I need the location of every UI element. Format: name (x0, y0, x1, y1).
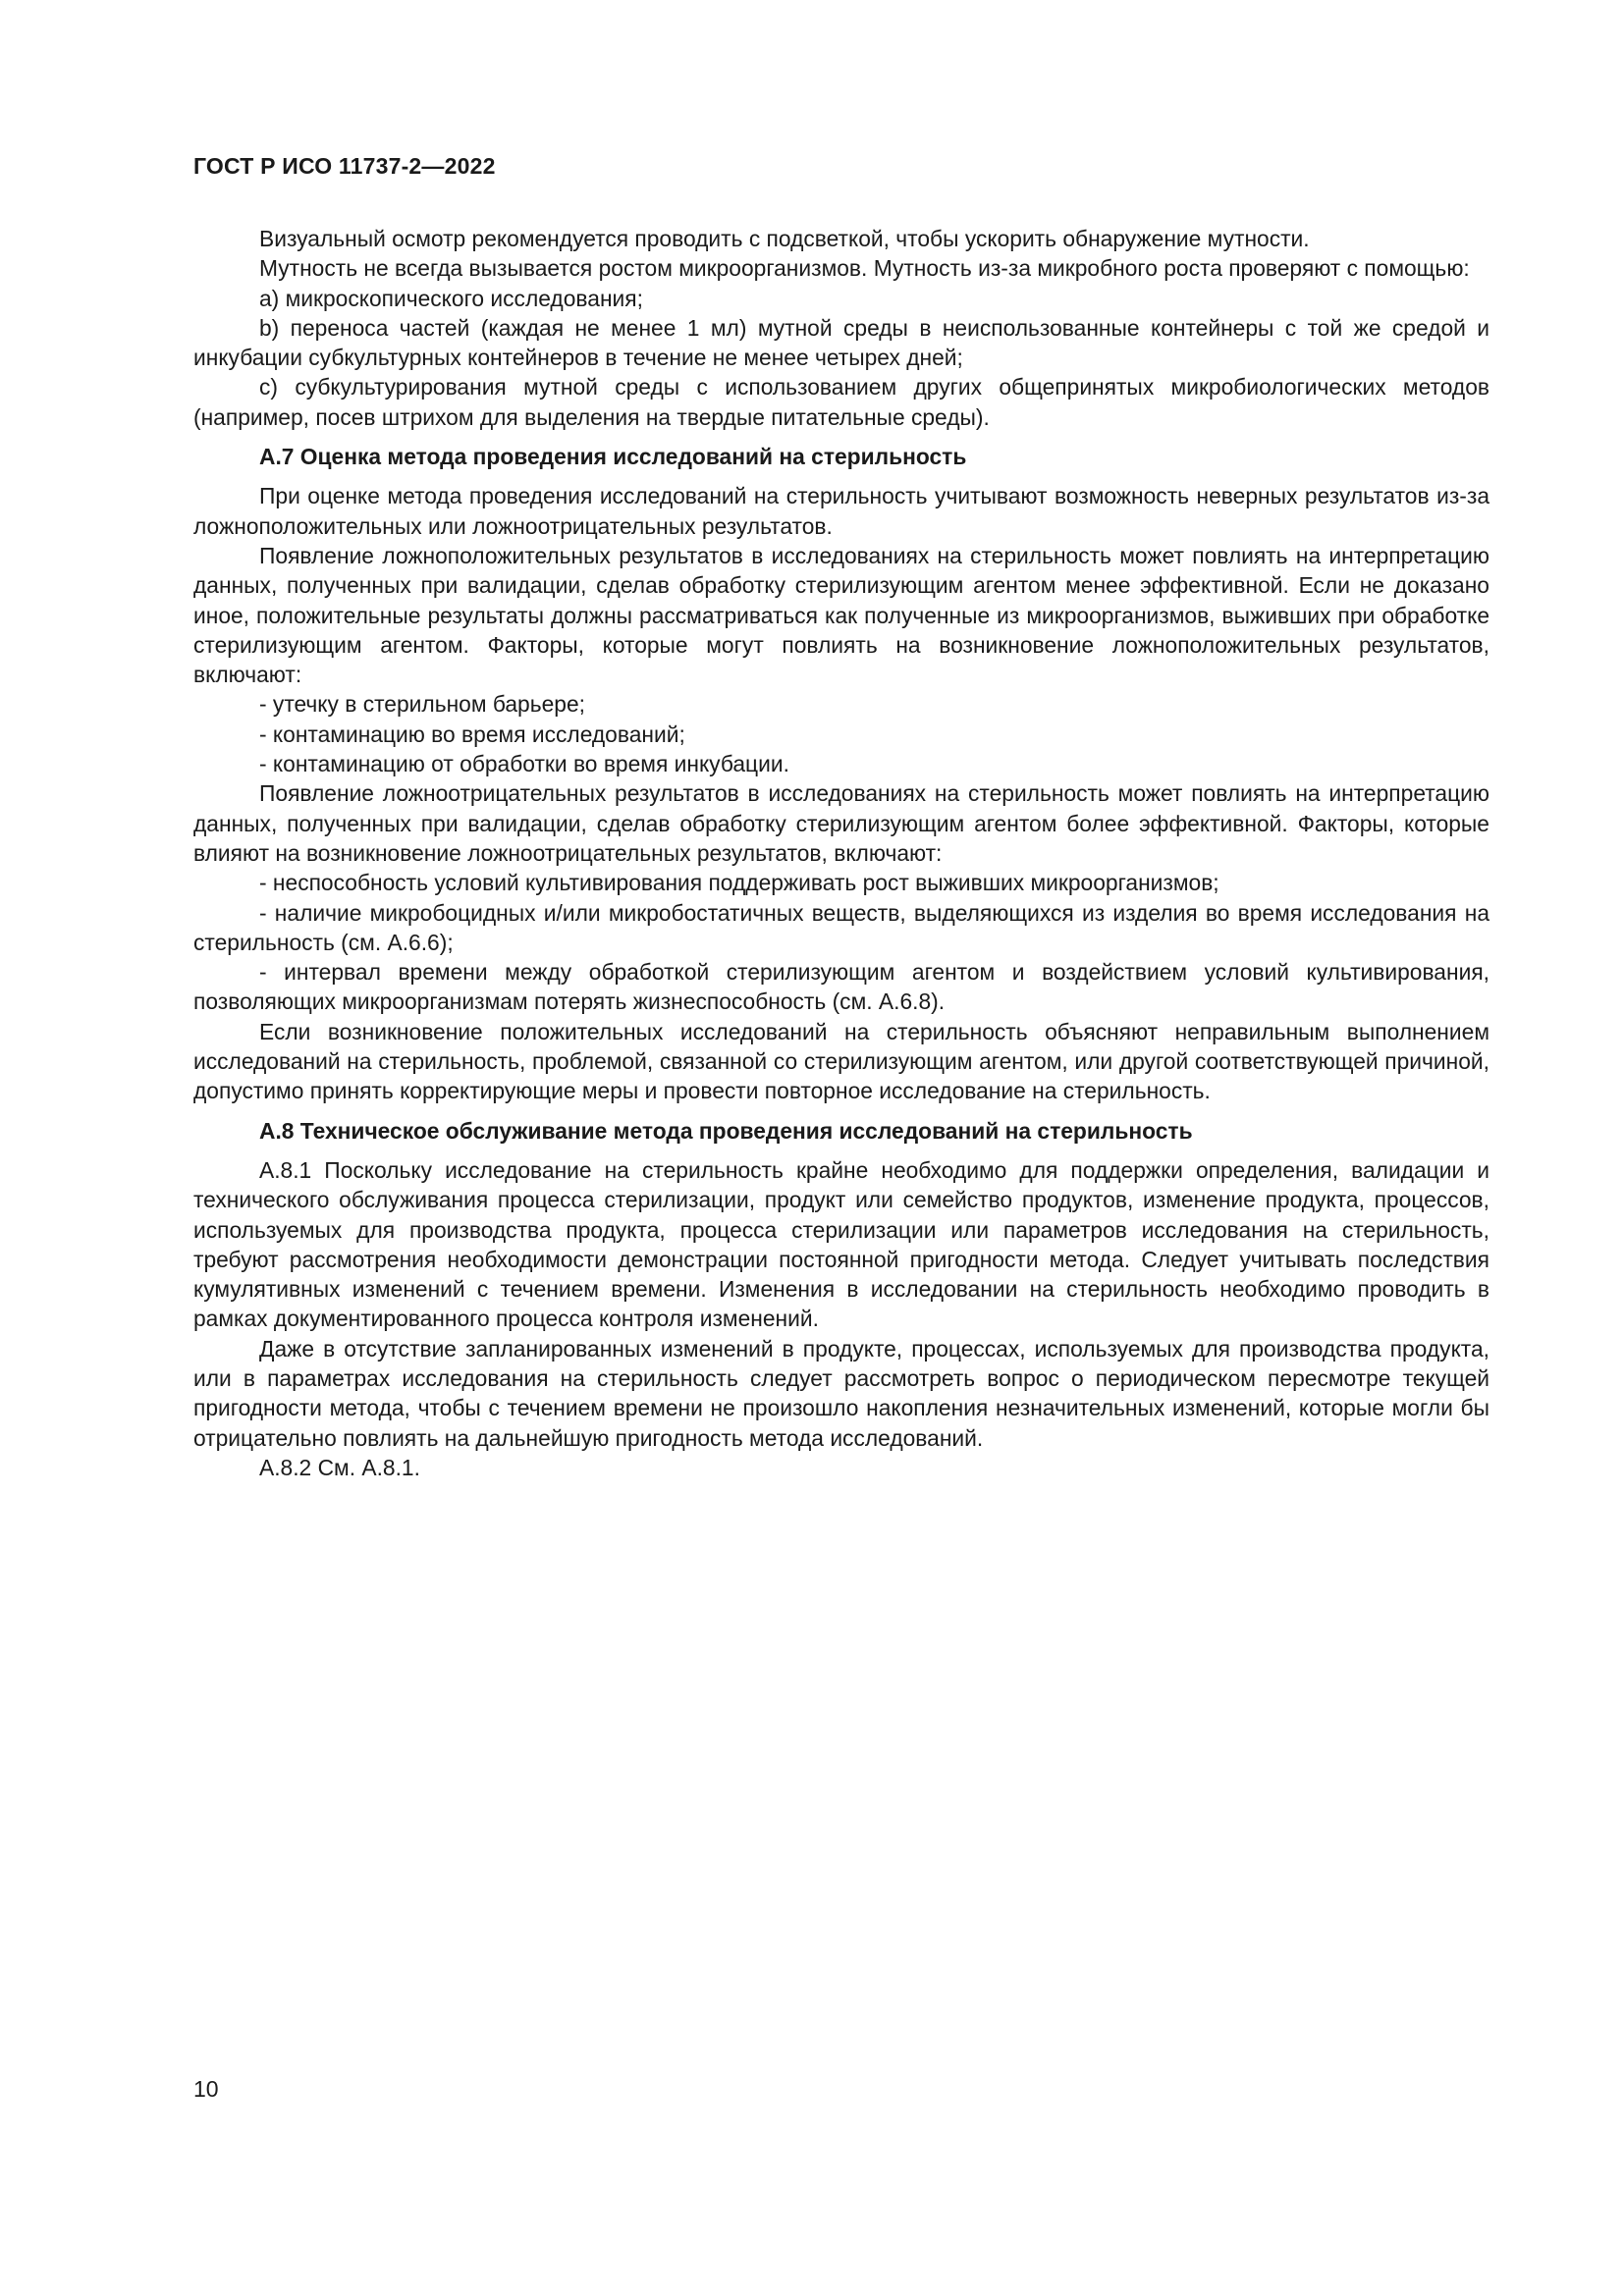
list-item: c) субкультурирования мутной среды с использованием других общепринятых микробиологических методов (например, посев штрихом для выделения на твердые питательные среды). (193, 374, 1489, 430)
section-heading-a8: А.8 Техническое обслуживание метода проведения исследований на стерильность (259, 1117, 1193, 1144)
paragraph: Появление ложноотрицательных результатов в исследованиях на стерильность может повлиять на интерпретацию данных, полученных при валидации, сделав обработку стерилизующим агентом более эффективной. Факторы, которые влияют на возникновение ложноотрицательных результатов, включают: (193, 780, 1489, 866)
list-item: - неспособность условий культивирования поддерживать рост выживших микроорганизмов; (259, 870, 1219, 896)
list-item: - контаминацию во время исследований; (259, 721, 685, 747)
section-heading-a7: А.7 Оценка метода проведения исследований на стерильность (259, 444, 967, 470)
intro-paragraph: Визуальный осмотр рекомендуется проводить с подсветкой, чтобы ускорить обнаружение мутности. (259, 226, 1310, 251)
list-item: a) микроскопического исследования; (259, 285, 643, 311)
list-item: b) переноса частей (каждая не менее 1 мл) мутной среды в неиспользованные контейнеры с той же средой и инкубации субкультурных контейнеров в течение не менее четырех дней; (193, 314, 1489, 371)
intro-paragraph: Мутность не всегда вызывается ростом микроорганизмов. Мутность из-за микробного роста проверяют с помощью: (259, 255, 1470, 282)
list-item: - интервал времени между обработкой стерилизующим агентом и воздействием условий культивирования, позволяющих микроорганизмам потерять жизнеспособность (см. А.6.8). (193, 959, 1489, 1015)
paragraph: Появление ложноположительных результатов в исследованиях на стерильность может повлиять на интерпретацию данных, полученных при валидации, сделав обработку стерилизующим агентом менее эффективной. Если не доказано иное, положительные результаты должны рассматриваться как полученные из микроорганизмов, выживших при обработке стерилизующим агентом. Факторы, которые могут повлиять на возникновение ложноположительных результатов, включают: (193, 542, 1489, 688)
paragraph: Даже в отсутствие запланированных изменений в продукте, процессах, используемых для производства продукта, или в параметрах исследования на стерильность следует рассмотреть вопрос о периодическом пересмотре текущей пригодности метода, чтобы с течением времени не произошло накопления незначительных изменений, которые могли бы отрицательно повлиять на дальнейшую пригодность метода исследований. (193, 1335, 1489, 1451)
list-item: - наличие микробоцидных и/или микробостатичных веществ, выделяющихся из изделия во время исследования на стерильность (см. А.6.6); (193, 899, 1489, 955)
paragraph: А.8.2 См. А.8.1. (259, 1454, 420, 1480)
page-number: 10 (193, 2076, 219, 2102)
standard-header: ГОСТ Р ИСО 11737-2—2022 (193, 153, 496, 179)
paragraph: Если возникновение положительных исследований на стерильность объясняют неправильным выполнением исследований на стерильность, проблемой, связанной со стерилизующим агентом, или другой соответствующей причиной, допустимо принять корректирующие меры и провести повторное исследование на стерильность. (193, 1018, 1489, 1104)
list-item: - утечку в стерильном барьере; (259, 691, 585, 718)
list-item: - контаминацию от обработки во время инкубации. (259, 751, 789, 777)
paragraph: А.8.1 Поскольку исследование на стерильность крайне необходимо для поддержки определения, валидации и технического обслуживания процесса стерилизации, продукт или семейство продуктов, изменение продукта, процессов, используемых для производства продукта, процесса стерилизации или параметров исследования на стерильность, требуют рассмотрения необходимости демонстрации постоянной пригодности метода. Следует учитывать последствия кумулятивных изменений с течением времени. Изменения в исследовании на стерильность необходимо проводить в рамках документированного процесса контроля изменений. (193, 1156, 1489, 1332)
paragraph: При оценке метода проведения исследований на стерильность учитывают возможность неверных результатов из-за ложноположительных или ложноотрицательных результатов. (193, 483, 1489, 539)
page-body (193, 224, 1489, 1482)
